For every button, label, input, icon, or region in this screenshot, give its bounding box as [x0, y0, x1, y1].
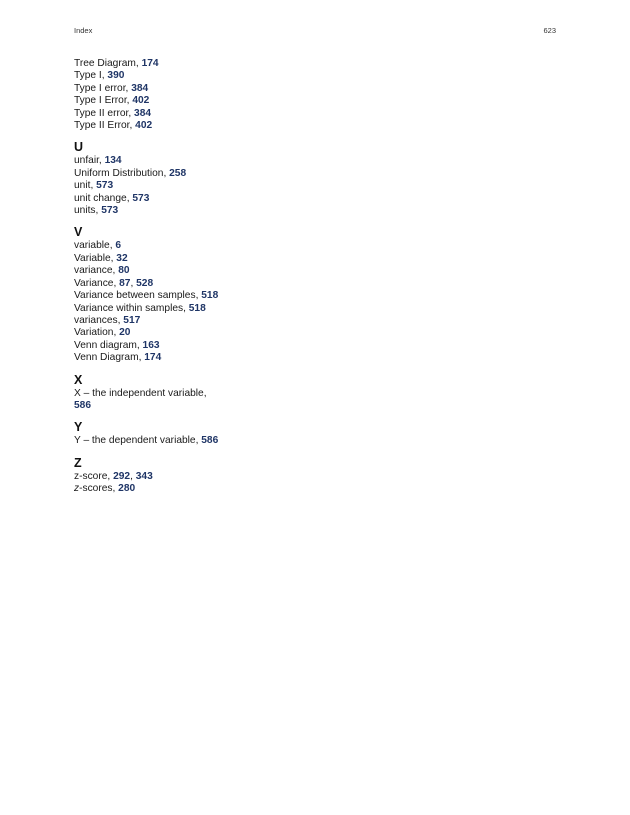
index-term: units: [74, 205, 96, 217]
index-page-link[interactable]: 517: [123, 314, 141, 326]
index-term: Variance between samples: [74, 290, 196, 302]
index-term: Variance: [74, 277, 114, 289]
index-entry: Type I error, 384: [74, 82, 149, 94]
index-page-link[interactable]: 6: [115, 240, 122, 252]
index-term-suffix: -scores: [79, 483, 113, 495]
index-entry: z-score, 292, 343: [74, 470, 153, 482]
index-entry: Venn diagram, 163: [74, 339, 160, 351]
index-entry: Venn Diagram, 174: [74, 352, 162, 364]
index-page-link[interactable]: 163: [142, 339, 160, 351]
index-page-link[interactable]: 390: [107, 70, 125, 82]
index-term: [74, 483, 113, 494]
index-term: Venn diagram: [74, 339, 137, 351]
index-page-link[interactable]: 87: [119, 277, 131, 289]
index-entry: variances, 517: [74, 314, 141, 326]
index-entry: Type II error, 384: [74, 107, 152, 119]
index-page-link[interactable]: 528: [136, 277, 154, 289]
index-letter-heading: Y: [74, 420, 83, 435]
index-entry: Uniform Distribution, 258: [74, 167, 187, 179]
index-term: unit: [74, 180, 91, 192]
index-page-link[interactable]: 402: [132, 95, 150, 107]
index-letter-heading: U: [74, 140, 84, 155]
index-page-link[interactable]: 80: [118, 265, 130, 277]
index-page-link[interactable]: 573: [96, 180, 114, 192]
index-entry: Variance, 87, 528: [74, 277, 154, 289]
index-page-link[interactable]: 573: [101, 205, 119, 217]
index-term: Type I error: [74, 82, 126, 94]
index-entry: Type I, 390: [74, 70, 125, 82]
index-term: z-score: [74, 470, 108, 482]
index-page-link[interactable]: 573: [132, 192, 150, 204]
index-term: Tree Diagram: [74, 58, 136, 69]
index-entry: z-scores, 280: [74, 483, 136, 495]
index-entry: variance, 80: [74, 265, 130, 277]
index-section-u: [74, 140, 274, 217]
index-entry: Variance between samples, 518: [74, 290, 219, 302]
index-term: Variation: [74, 327, 114, 339]
index-page-link[interactable]: 586: [201, 435, 219, 447]
index-page-link[interactable]: 32: [116, 252, 128, 264]
index-entry: Y – the dependent variable, 586: [74, 435, 219, 447]
index-term: Variance within samples: [74, 302, 184, 314]
index-entry: unfair, 134: [74, 155, 122, 167]
index-term: Y – the dependent variable: [74, 435, 196, 447]
index-page-link[interactable]: 258: [169, 167, 187, 179]
index-page-link[interactable]: 518: [188, 302, 206, 314]
index-entry: unit, 573: [74, 180, 114, 192]
index-term: Venn Diagram: [74, 352, 139, 364]
index-page-link[interactable]: 402: [135, 120, 153, 132]
index-section-x: [74, 373, 274, 413]
index-entry: Type I Error, 402: [74, 95, 150, 107]
index-term: Type II error: [74, 107, 129, 119]
index-section-continued: [74, 58, 274, 132]
index-term: Type II Error: [74, 120, 130, 132]
index-entry: variable, 6: [74, 240, 122, 252]
index-term: unit change: [74, 192, 127, 204]
index-letter-heading: X: [74, 372, 83, 387]
index-entry: Variable, 32: [74, 252, 128, 264]
index-page-link[interactable]: 518: [201, 290, 219, 302]
index-letter-heading: Z: [74, 455, 82, 470]
index-term: variances: [74, 314, 118, 326]
index-page-link[interactable]: 586: [74, 399, 91, 411]
index-page-link[interactable]: 384: [131, 82, 149, 94]
index-term: Type I: [74, 70, 102, 82]
index-term-italic: z: [74, 483, 80, 495]
index-section-v: [74, 225, 274, 364]
index-entry: Type II Error, 402: [74, 120, 153, 132]
index-letter-heading: V: [74, 225, 83, 240]
index-page-link[interactable]: 384: [134, 107, 152, 119]
index-term: unfair: [74, 155, 99, 167]
index-entry: unit change, 573: [74, 192, 150, 204]
index-section-z: [74, 456, 274, 496]
index-page-link[interactable]: 134: [104, 155, 122, 167]
index-term: variance: [74, 265, 113, 277]
index-page-link[interactable]: 174: [141, 58, 159, 69]
index-entry: Variance within samples, 518: [74, 302, 206, 314]
index-term: Type I Error: [74, 95, 127, 107]
index-page-link[interactable]: 280: [118, 483, 136, 495]
index-page-link[interactable]: 174: [144, 352, 162, 364]
index-page-link[interactable]: 20: [119, 327, 131, 339]
index-term: Uniform Distribution: [74, 167, 164, 179]
index-entry: Variation, 20: [74, 327, 131, 339]
running-head-page-number: 623: [543, 26, 556, 35]
running-head: [74, 26, 556, 36]
index-term: variable: [74, 240, 110, 252]
index-term: X – the independent variable: [74, 387, 204, 399]
index-entry: Tree Diagram, 174: [74, 58, 159, 69]
index-entry: X – the independent variable, 586: [74, 387, 207, 411]
index-page-link[interactable]: 343: [135, 470, 153, 482]
index-page-link[interactable]: 292: [113, 470, 131, 482]
index-list: [74, 58, 274, 496]
index-section-y: [74, 420, 274, 447]
running-head-title: Index: [74, 26, 93, 35]
index-entry: units, 573: [74, 205, 119, 217]
index-term: Variable: [74, 252, 111, 264]
